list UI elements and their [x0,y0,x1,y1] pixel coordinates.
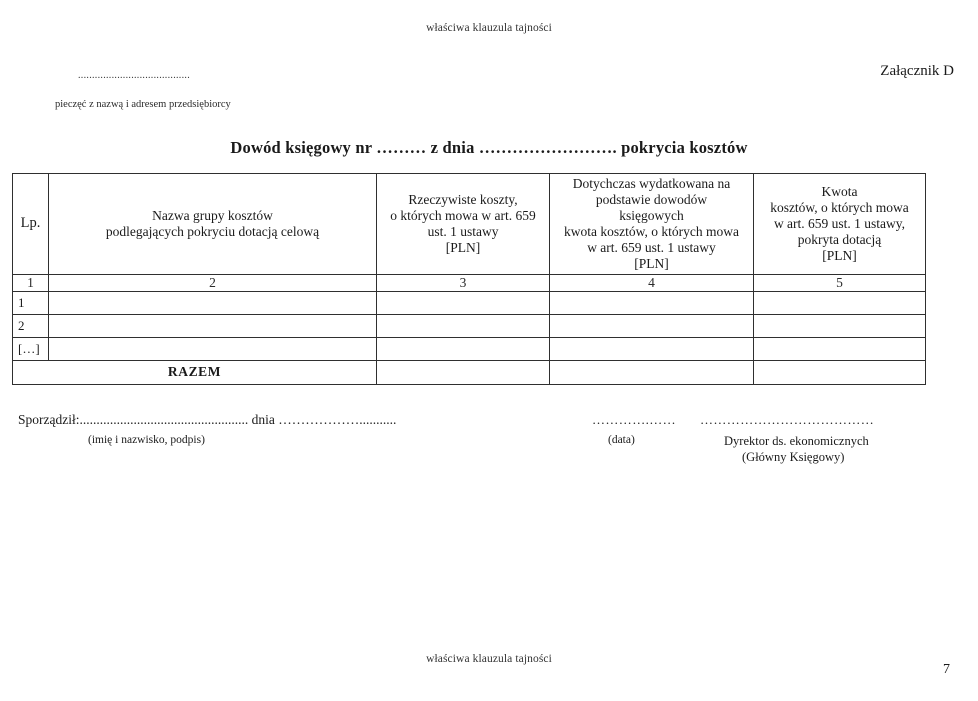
total-previously-paid[interactable] [550,360,754,384]
header-line: w art. 659 ust. 1 ustawy, [773,216,906,232]
row-covered-amount[interactable] [754,291,926,314]
header-cell-actual-costs [377,174,550,275]
row-index: 2 [13,314,49,337]
header-line: ust. 1 ustawy [427,224,499,239]
header-line: księgowych [619,208,684,224]
table-header-row [13,174,926,275]
row-actual-costs[interactable] [377,291,550,314]
column-number-3: 3 [377,275,550,292]
table-row [13,337,926,360]
row-covered-amount[interactable] [754,314,926,337]
table-total-row [13,360,926,384]
header-line: podlegających pokryciu dotacją celową [105,224,320,239]
header-line: kwota kosztów, o których mowa [564,224,739,239]
header-cell-lp [13,174,49,275]
table-row [13,314,926,337]
total-label: RAZEM [13,360,377,384]
total-actual-costs[interactable] [377,360,550,384]
header-line: Rzeczywiste koszty, [408,192,518,208]
row-index: 1 [13,291,49,314]
header-line: kosztów, o których mowa [770,200,909,216]
header-line: [PLN] [634,255,669,271]
row-previously-paid[interactable] [550,314,754,337]
header-line: podstawie dowodów [595,192,708,208]
header-line: [PLN] [822,247,857,263]
row-group-name[interactable] [49,314,377,337]
total-covered-amount[interactable] [754,360,926,384]
row-actual-costs[interactable] [377,337,550,360]
cost-table-container [12,173,925,385]
column-number-4: 4 [550,275,754,292]
company-stamp-placeholder: ........................................ [78,70,190,81]
director-signature-line: ………………………………… [700,412,875,427]
company-stamp-caption: pieczęć z nazwą i adresem przedsiębiorcy [55,99,231,110]
header-line: Lp. [20,215,41,232]
page-title: Dowód księgowy nr ……… z dnia ……………………. pokrycia kosztów [230,138,748,157]
header-cell-group-name [49,174,377,275]
row-group-name[interactable] [49,291,377,314]
director-title: Dyrektor ds. ekonomicznych [724,434,869,448]
row-index: […] [13,337,49,360]
header-line: [PLN] [445,239,481,255]
header-line: Dotychczas wydatkowana na [572,176,731,192]
header-cell-previously-paid [550,174,754,275]
header-line: Kwota [821,184,858,200]
row-actual-costs[interactable] [377,314,550,337]
header-cell-covered-amount [754,174,926,275]
column-number-5: 5 [754,275,926,292]
cost-table [12,173,926,385]
column-number-2: 2 [49,275,377,292]
header-line: o których mowa w art. 659 [390,208,536,224]
annex-label: Załącznik D [880,63,954,79]
header-line: pokryta dotacją [797,231,882,247]
date-signature-line: ………….…… [592,412,677,427]
page-number: 7 [943,662,950,677]
classification-marking-bottom: właściwa klauzula tajności [426,653,552,665]
row-previously-paid[interactable] [550,337,754,360]
header-line: Nazwa grupy kosztów [152,208,273,224]
date-caption: (data) [608,434,635,446]
row-previously-paid[interactable] [550,291,754,314]
prepared-by-caption: (imię i nazwisko, podpis) [88,434,205,446]
classification-marking-top: właściwa klauzula tajności [426,22,552,34]
column-number-1: 1 [13,275,49,292]
table-row [13,291,926,314]
column-number-row [13,275,926,292]
row-group-name[interactable] [49,337,377,360]
prepared-by-line: Sporządził:.................................................. dnia ………………........... [18,412,397,427]
chief-accountant-title: (Główny Księgowy) [742,450,845,464]
row-covered-amount[interactable] [754,337,926,360]
header-line: w art. 659 ust. 1 ustawy [587,239,716,255]
